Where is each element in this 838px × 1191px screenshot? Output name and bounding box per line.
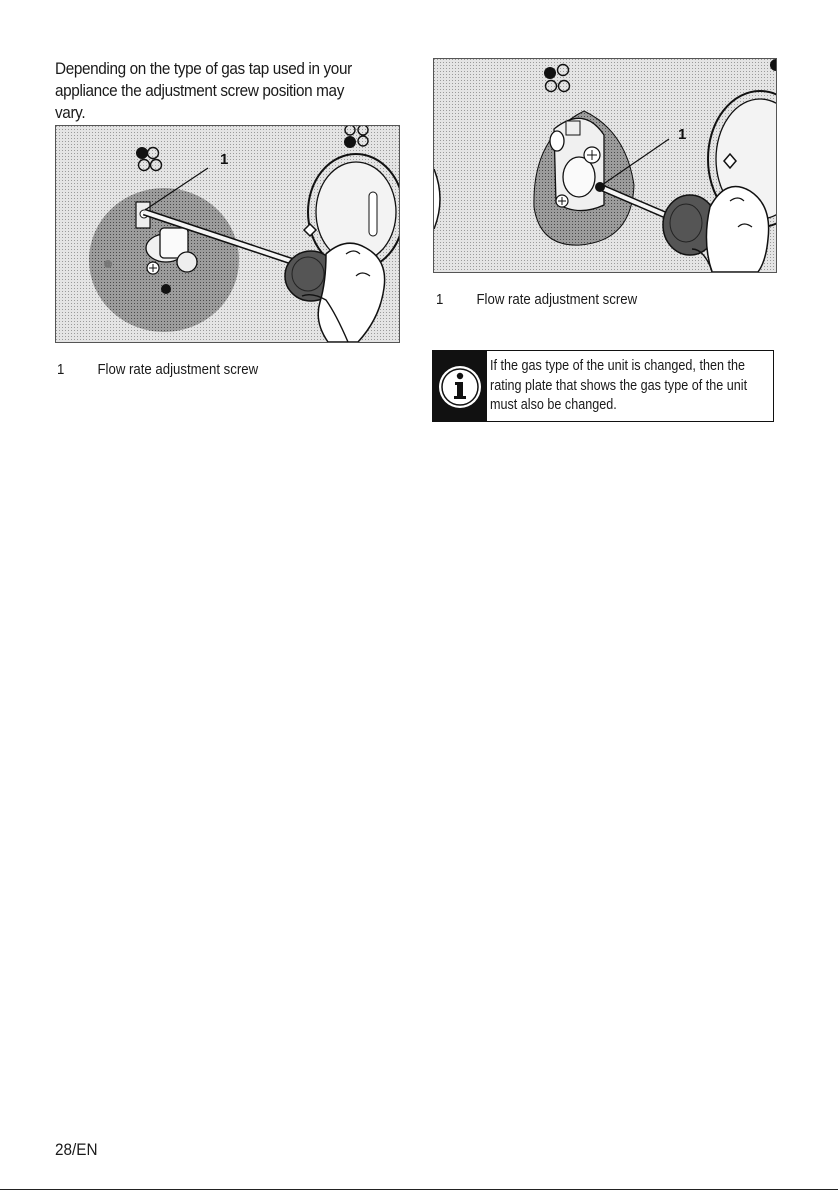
intro-paragraph: Depending on the type of gas tap used in your appliance the adjustment screw position may vary. <box>55 59 352 122</box>
figure-gas-tap-adjustment-2 <box>433 58 777 273</box>
caption2-number: 1 <box>436 291 444 308</box>
caption2-label: Flow rate adjustment screw <box>476 291 638 308</box>
caption1-label: Flow rate adjustment screw <box>97 361 259 378</box>
caption-figure-1 <box>57 361 258 378</box>
figure1-callout-number: 1 <box>220 151 229 168</box>
caption1-number: 1 <box>57 361 65 378</box>
info-note-box <box>432 350 774 422</box>
caption-figure-2 <box>436 291 637 308</box>
figure2-callout-number: 1 <box>678 126 687 143</box>
info-note-text: If the gas type of the unit is changed, then the rating plate that shows the gas type of the unit must also be changed. <box>490 357 748 413</box>
bottom-divider <box>0 1189 838 1190</box>
page-number: 28/EN <box>55 1140 98 1159</box>
info-icon <box>433 351 487 421</box>
figure-gas-tap-adjustment-1 <box>55 125 400 343</box>
